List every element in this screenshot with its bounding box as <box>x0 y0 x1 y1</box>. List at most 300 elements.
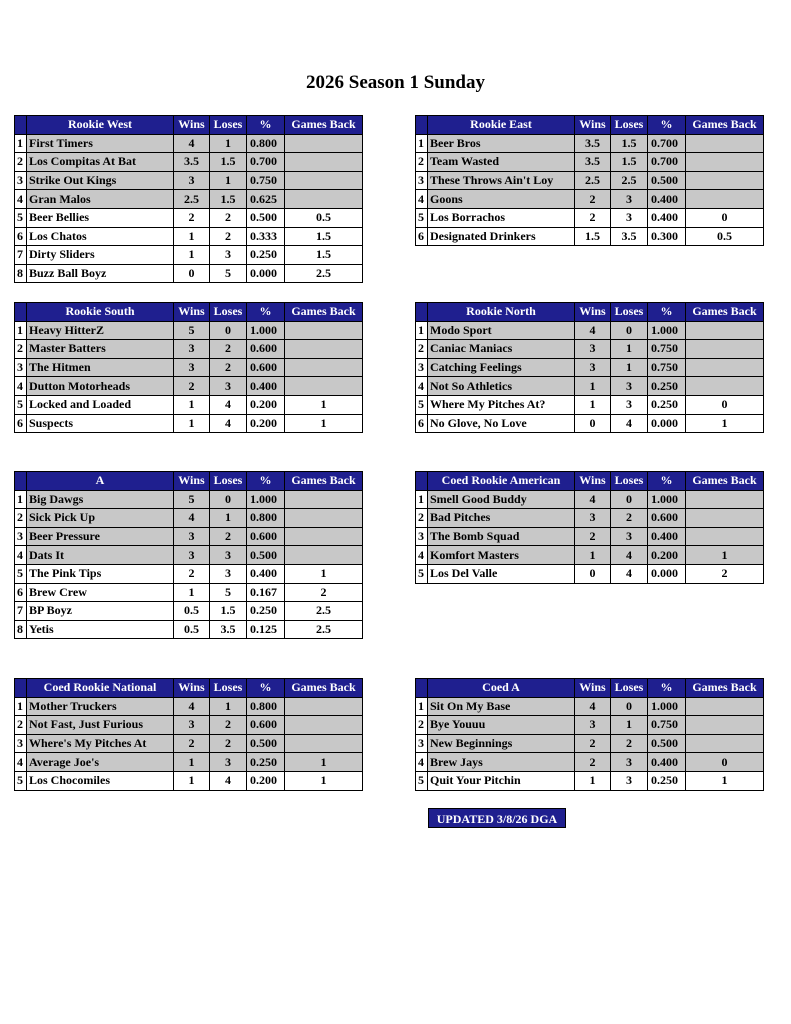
wins-cell: 1 <box>174 227 210 246</box>
column-header: Loses <box>611 679 648 698</box>
column-header: Wins <box>174 303 210 322</box>
games-back-cell <box>686 716 764 735</box>
table-header-row <box>15 472 363 491</box>
games-back-cell <box>686 321 764 340</box>
column-header: Loses <box>210 303 247 322</box>
loses-cell: 4 <box>611 414 648 433</box>
games-back-cell: 2 <box>285 583 363 602</box>
loses-cell: 3 <box>210 246 247 265</box>
games-back-cell <box>686 171 764 190</box>
team-cell: Sit On My Base <box>428 697 575 716</box>
rank-header <box>416 679 428 698</box>
wins-cell: 5 <box>174 490 210 509</box>
loses-cell: 3.5 <box>611 227 648 246</box>
rank-cell: 1 <box>15 134 27 153</box>
column-header: Wins <box>174 116 210 135</box>
rank-cell: 4 <box>15 753 27 772</box>
standings-table <box>14 471 363 639</box>
team-cell: Los Compitas At Bat <box>27 153 174 172</box>
team-cell: Los Chocomiles <box>27 771 174 790</box>
rank-cell: 7 <box>15 246 27 265</box>
wins-cell: 5 <box>174 321 210 340</box>
team-cell: Los Chatos <box>27 227 174 246</box>
loses-cell: 2 <box>210 527 247 546</box>
games-back-cell: 1 <box>285 414 363 433</box>
wins-cell: 3.5 <box>174 153 210 172</box>
team-cell: Not So Athletics <box>428 377 575 396</box>
games-back-cell: 1 <box>686 546 764 565</box>
table-row <box>416 395 764 414</box>
rank-cell: 5 <box>15 395 27 414</box>
games-back-cell <box>686 134 764 153</box>
games-back-cell: 2.5 <box>285 620 363 639</box>
loses-cell: 2 <box>210 227 247 246</box>
wins-cell: 3 <box>575 716 611 735</box>
pct-cell: 0.625 <box>247 190 285 209</box>
wins-cell: 4 <box>174 134 210 153</box>
team-cell: Not Fast, Just Furious <box>27 716 174 735</box>
division-name: Rookie West <box>27 116 174 135</box>
games-back-cell: 2.5 <box>285 602 363 621</box>
table-row <box>416 414 764 433</box>
rank-cell: 4 <box>15 377 27 396</box>
column-header: Wins <box>575 679 611 698</box>
games-back-cell: 0 <box>686 753 764 772</box>
team-cell: BP Boyz <box>27 602 174 621</box>
column-header: % <box>648 679 686 698</box>
table-row <box>15 697 363 716</box>
loses-cell: 0 <box>611 321 648 340</box>
games-back-cell: 1 <box>686 414 764 433</box>
rank-cell: 4 <box>416 753 428 772</box>
rank-cell: 2 <box>15 340 27 359</box>
loses-cell: 1 <box>210 509 247 528</box>
wins-cell: 4 <box>174 697 210 716</box>
rank-cell: 3 <box>15 358 27 377</box>
loses-cell: 3 <box>611 395 648 414</box>
table-row <box>15 321 363 340</box>
rank-cell: 4 <box>416 190 428 209</box>
loses-cell: 4 <box>611 564 648 583</box>
column-header: % <box>247 679 285 698</box>
pct-cell: 0.400 <box>648 208 686 227</box>
column-header: Loses <box>611 472 648 491</box>
team-cell: Sick Pick Up <box>27 509 174 528</box>
wins-cell: 3.5 <box>575 153 611 172</box>
loses-cell: 3 <box>210 546 247 565</box>
table-row <box>416 340 764 359</box>
loses-cell: 2 <box>210 340 247 359</box>
pct-cell: 0.250 <box>648 377 686 396</box>
games-back-cell: 0.5 <box>285 208 363 227</box>
games-back-cell <box>686 340 764 359</box>
pct-cell: 0.250 <box>648 395 686 414</box>
rank-cell: 6 <box>15 583 27 602</box>
table-row <box>15 246 363 265</box>
rank-cell: 2 <box>416 509 428 528</box>
table-row <box>15 134 363 153</box>
rank-cell: 4 <box>15 190 27 209</box>
loses-cell: 1 <box>210 134 247 153</box>
team-cell: Quit Your Pitchin <box>428 771 575 790</box>
games-back-cell: 0 <box>686 208 764 227</box>
team-cell: Caniac Maniacs <box>428 340 575 359</box>
pct-cell: 0.000 <box>648 414 686 433</box>
loses-cell: 1 <box>611 716 648 735</box>
rank-cell: 6 <box>15 414 27 433</box>
table-row <box>416 377 764 396</box>
column-header: Wins <box>575 116 611 135</box>
table-row <box>15 264 363 283</box>
rank-header <box>15 679 27 698</box>
pct-cell: 0.750 <box>648 358 686 377</box>
team-cell: Dats It <box>27 546 174 565</box>
loses-cell: 3 <box>611 190 648 209</box>
pct-cell: 0.200 <box>247 771 285 790</box>
wins-cell: 3 <box>174 171 210 190</box>
standings-table <box>14 678 363 791</box>
pct-cell: 0.400 <box>648 527 686 546</box>
rank-cell: 4 <box>416 546 428 565</box>
team-cell: Dutton Motorheads <box>27 377 174 396</box>
table-row <box>15 583 363 602</box>
loses-cell: 3 <box>611 771 648 790</box>
games-back-cell: 0 <box>686 395 764 414</box>
table-row <box>15 227 363 246</box>
team-cell: Locked and Loaded <box>27 395 174 414</box>
games-back-cell <box>686 527 764 546</box>
pct-cell: 0.500 <box>247 546 285 565</box>
rank-cell: 1 <box>416 321 428 340</box>
column-header: Games Back <box>686 303 764 322</box>
rank-cell: 7 <box>15 602 27 621</box>
column-header: Loses <box>210 116 247 135</box>
team-cell: Brew Crew <box>27 583 174 602</box>
rank-cell: 1 <box>15 321 27 340</box>
team-cell: The Bomb Squad <box>428 527 575 546</box>
wins-cell: 3.5 <box>575 134 611 153</box>
pct-cell: 0.000 <box>247 264 285 283</box>
column-header: Games Back <box>686 472 764 491</box>
rank-header <box>416 303 428 322</box>
standings-table <box>14 115 363 283</box>
team-cell: Team Wasted <box>428 153 575 172</box>
table-header-row <box>416 679 764 698</box>
pct-cell: 0.167 <box>247 583 285 602</box>
column-header: Wins <box>575 303 611 322</box>
column-header: Loses <box>611 303 648 322</box>
team-cell: Big Dawgs <box>27 490 174 509</box>
wins-cell: 0.5 <box>174 620 210 639</box>
team-cell: Master Batters <box>27 340 174 359</box>
loses-cell: 2 <box>210 208 247 227</box>
table-header-row <box>15 116 363 135</box>
team-cell: The Pink Tips <box>27 564 174 583</box>
team-cell: Modo Sport <box>428 321 575 340</box>
rank-header <box>15 303 27 322</box>
division-name: A <box>27 472 174 491</box>
team-cell: Komfort Masters <box>428 546 575 565</box>
team-cell: Designated Drinkers <box>428 227 575 246</box>
pct-cell: 0.200 <box>648 546 686 565</box>
wins-cell: 2.5 <box>174 190 210 209</box>
loses-cell: 1 <box>210 171 247 190</box>
column-header: Games Back <box>686 116 764 135</box>
standings-table <box>14 302 363 433</box>
wins-cell: 1 <box>174 414 210 433</box>
standings-table <box>415 471 764 584</box>
games-back-cell <box>285 153 363 172</box>
table-header-row <box>416 472 764 491</box>
games-back-cell <box>285 321 363 340</box>
team-cell: Dirty Sliders <box>27 246 174 265</box>
games-back-cell <box>686 377 764 396</box>
rank-cell: 8 <box>15 620 27 639</box>
games-back-cell <box>686 153 764 172</box>
pct-cell: 0.400 <box>648 190 686 209</box>
table-header-row <box>416 116 764 135</box>
table-row <box>15 208 363 227</box>
wins-cell: 4 <box>174 509 210 528</box>
games-back-cell <box>285 358 363 377</box>
games-back-cell: 1 <box>285 771 363 790</box>
pct-cell: 0.800 <box>247 509 285 528</box>
wins-cell: 3 <box>174 716 210 735</box>
games-back-cell <box>686 358 764 377</box>
column-header: Games Back <box>285 679 363 698</box>
wins-cell: 3 <box>575 340 611 359</box>
loses-cell: 5 <box>210 264 247 283</box>
rank-cell: 5 <box>416 208 428 227</box>
team-cell: Bye Youuu <box>428 716 575 735</box>
games-back-cell: 1 <box>686 771 764 790</box>
rank-header <box>15 116 27 135</box>
wins-cell: 2 <box>575 734 611 753</box>
pct-cell: 1.000 <box>648 321 686 340</box>
team-cell: Yetis <box>27 620 174 639</box>
column-header: Loses <box>210 679 247 698</box>
team-cell: Heavy HitterZ <box>27 321 174 340</box>
column-header: Loses <box>611 116 648 135</box>
rank-cell: 2 <box>416 340 428 359</box>
table-row <box>416 190 764 209</box>
games-back-cell <box>285 716 363 735</box>
wins-cell: 2 <box>174 734 210 753</box>
rank-cell: 1 <box>416 490 428 509</box>
team-cell: Where's My Pitches At <box>27 734 174 753</box>
wins-cell: 1 <box>575 395 611 414</box>
team-cell: Beer Pressure <box>27 527 174 546</box>
division-name: Coed A <box>428 679 575 698</box>
games-back-cell <box>285 734 363 753</box>
table-row <box>15 171 363 190</box>
loses-cell: 2 <box>210 734 247 753</box>
wins-cell: 4 <box>575 697 611 716</box>
table-row <box>416 734 764 753</box>
loses-cell: 3 <box>611 753 648 772</box>
rank-cell: 3 <box>416 358 428 377</box>
rank-cell: 5 <box>416 395 428 414</box>
team-cell: Goons <box>428 190 575 209</box>
loses-cell: 3.5 <box>210 620 247 639</box>
table-row <box>15 509 363 528</box>
team-cell: Average Joe's <box>27 753 174 772</box>
column-header: % <box>247 472 285 491</box>
column-header: Games Back <box>686 679 764 698</box>
games-back-cell: 2.5 <box>285 264 363 283</box>
team-cell: Strike Out Kings <box>27 171 174 190</box>
column-header: Wins <box>174 679 210 698</box>
column-header: % <box>247 116 285 135</box>
games-back-cell <box>285 509 363 528</box>
table-row <box>15 377 363 396</box>
rank-cell: 8 <box>15 264 27 283</box>
pct-cell: 0.125 <box>247 620 285 639</box>
column-header: % <box>247 303 285 322</box>
loses-cell: 0 <box>210 321 247 340</box>
games-back-cell <box>285 171 363 190</box>
games-back-cell <box>285 340 363 359</box>
wins-cell: 2 <box>174 377 210 396</box>
table-row <box>15 753 363 772</box>
pct-cell: 0.250 <box>247 602 285 621</box>
loses-cell: 1.5 <box>611 134 648 153</box>
table-row <box>416 208 764 227</box>
column-header: % <box>648 472 686 491</box>
wins-cell: 1 <box>575 377 611 396</box>
table-row <box>15 564 363 583</box>
rank-cell: 5 <box>15 771 27 790</box>
rank-cell: 5 <box>15 564 27 583</box>
pct-cell: 0.250 <box>247 246 285 265</box>
games-back-cell: 1 <box>285 564 363 583</box>
team-cell: Catching Feelings <box>428 358 575 377</box>
wins-cell: 1 <box>174 246 210 265</box>
table-header-row <box>15 679 363 698</box>
wins-cell: 2 <box>575 753 611 772</box>
loses-cell: 1.5 <box>210 153 247 172</box>
table-row <box>15 546 363 565</box>
table-row <box>416 564 764 583</box>
games-back-cell <box>686 734 764 753</box>
games-back-cell <box>285 377 363 396</box>
page-title: 2026 Season 1 Sunday <box>306 72 485 93</box>
rank-header <box>416 472 428 491</box>
pct-cell: 0.700 <box>648 134 686 153</box>
rank-cell: 6 <box>15 227 27 246</box>
table-row <box>416 716 764 735</box>
loses-cell: 4 <box>611 546 648 565</box>
rank-cell: 3 <box>416 734 428 753</box>
team-cell: Gran Malos <box>27 190 174 209</box>
loses-cell: 4 <box>210 414 247 433</box>
team-cell: Smell Good Buddy <box>428 490 575 509</box>
table-row <box>416 546 764 565</box>
table-row <box>416 753 764 772</box>
pct-cell: 0.700 <box>648 153 686 172</box>
table-row <box>15 734 363 753</box>
team-cell: Beer Bros <box>428 134 575 153</box>
wins-cell: 1 <box>575 546 611 565</box>
table-row <box>416 697 764 716</box>
rank-cell: 1 <box>416 697 428 716</box>
table-row <box>15 771 363 790</box>
pct-cell: 0.400 <box>648 753 686 772</box>
table-header-row <box>416 303 764 322</box>
rank-cell: 4 <box>15 546 27 565</box>
pct-cell: 0.400 <box>247 377 285 396</box>
games-back-cell <box>285 697 363 716</box>
rank-cell: 3 <box>15 527 27 546</box>
table-header-row <box>15 303 363 322</box>
table-row <box>15 716 363 735</box>
rank-cell: 1 <box>15 697 27 716</box>
loses-cell: 1 <box>611 340 648 359</box>
loses-cell: 2 <box>611 509 648 528</box>
games-back-cell: 0.5 <box>686 227 764 246</box>
pct-cell: 0.750 <box>247 171 285 190</box>
wins-cell: 3 <box>174 358 210 377</box>
table-row <box>15 414 363 433</box>
games-back-cell <box>686 190 764 209</box>
table-row <box>15 620 363 639</box>
loses-cell: 2.5 <box>611 171 648 190</box>
pct-cell: 0.600 <box>247 358 285 377</box>
updated-badge: UPDATED 3/8/26 DGA <box>428 808 566 828</box>
column-header: % <box>648 303 686 322</box>
pct-cell: 1.000 <box>648 697 686 716</box>
rank-cell: 1 <box>15 490 27 509</box>
pct-cell: 0.600 <box>247 527 285 546</box>
team-cell: Brew Jays <box>428 753 575 772</box>
standings-table <box>415 678 764 791</box>
table-row <box>416 358 764 377</box>
wins-cell: 4 <box>575 321 611 340</box>
rank-cell: 5 <box>15 208 27 227</box>
loses-cell: 3 <box>210 377 247 396</box>
rank-header <box>15 472 27 491</box>
rank-cell: 3 <box>416 171 428 190</box>
pct-cell: 0.500 <box>247 208 285 227</box>
team-cell: Beer Bellies <box>27 208 174 227</box>
loses-cell: 3 <box>210 564 247 583</box>
wins-cell: 4 <box>575 490 611 509</box>
loses-cell: 1.5 <box>210 602 247 621</box>
table-row <box>15 153 363 172</box>
loses-cell: 1 <box>210 697 247 716</box>
wins-cell: 1 <box>174 753 210 772</box>
games-back-cell: 1.5 <box>285 227 363 246</box>
column-header: Games Back <box>285 303 363 322</box>
loses-cell: 3 <box>611 377 648 396</box>
rank-cell: 5 <box>416 564 428 583</box>
table-row <box>15 190 363 209</box>
loses-cell: 2 <box>210 358 247 377</box>
pct-cell: 0.750 <box>648 716 686 735</box>
loses-cell: 0 <box>611 697 648 716</box>
pct-cell: 0.800 <box>247 134 285 153</box>
pct-cell: 0.400 <box>247 564 285 583</box>
table-row <box>416 134 764 153</box>
pct-cell: 0.250 <box>648 771 686 790</box>
division-name: Coed Rookie American <box>428 472 575 491</box>
table-row <box>416 771 764 790</box>
rank-cell: 3 <box>15 734 27 753</box>
pct-cell: 0.300 <box>648 227 686 246</box>
rank-cell: 5 <box>416 771 428 790</box>
table-row <box>15 340 363 359</box>
games-back-cell <box>285 490 363 509</box>
